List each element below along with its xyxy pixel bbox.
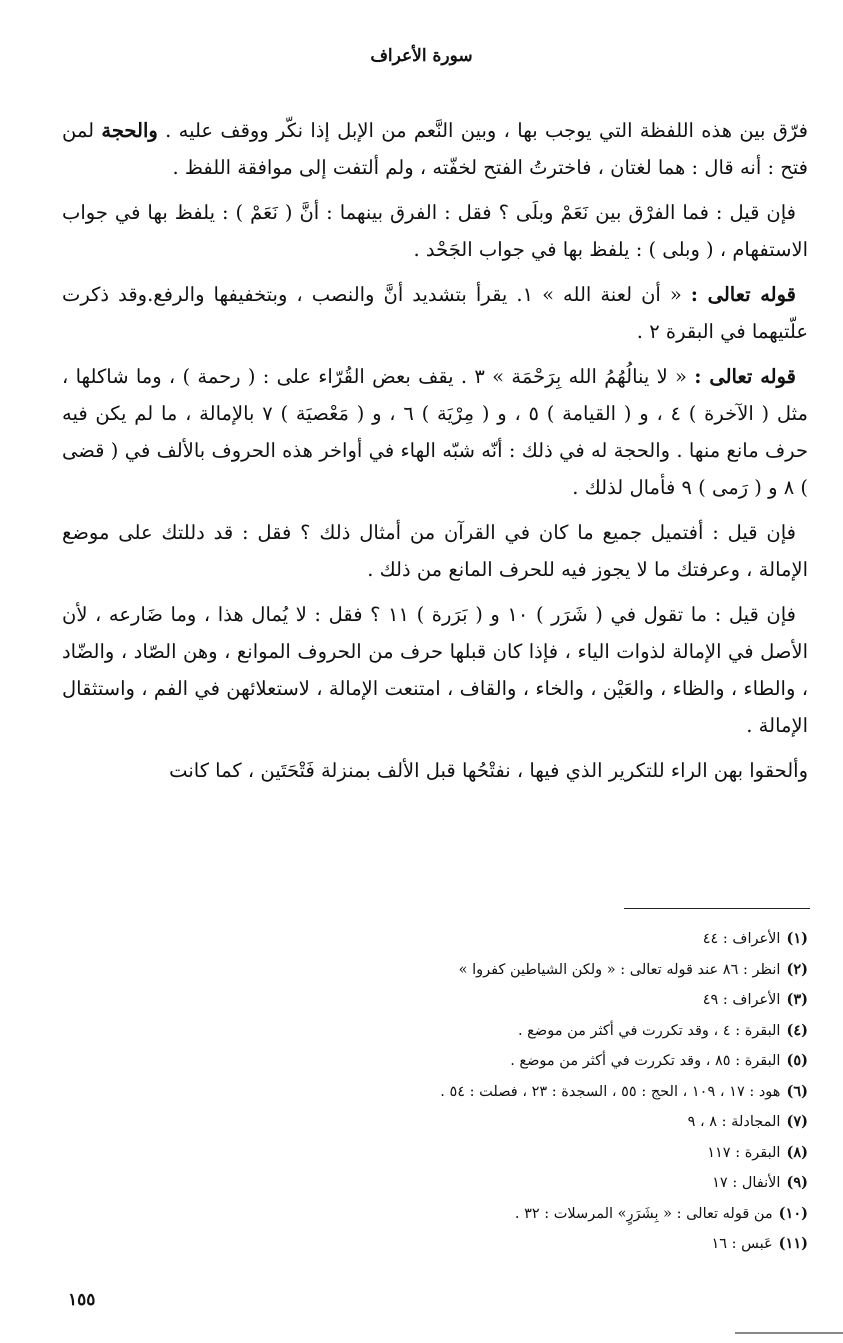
footnote-separator — [624, 908, 810, 909]
footnote-7 — [230, 1107, 808, 1138]
footnote-text: انظر : ٨٦ عند قوله تعالى : « ولكن الشياطين كفروا » — [458, 961, 781, 978]
paragraph-lead: قوله تعالى : — [694, 365, 796, 388]
paragraph-text: « أن لعنة الله » ١. يقرأ بتشديد أنَّ والنصب ، وبتخفيفها والرفع.وقد ذكرت علّتيهما في البقرة ٢ . — [62, 283, 808, 343]
bottom-edge-rule — [735, 1332, 843, 1334]
paragraph-text: « لا ينالُهُمُ الله بِرَحْمَة » ٣ . يقف بعض القُرّاء على : ( رحمة ) ، وما شاكلها ، مثل ( الآخرة ) ٤ ، و ( القيامة ) ٥ ، و ( مِرْيَة ) ٦ ، و ( مَعْصيَة ) ٧ بالإمالة ، ما لم يكن فيه حرف مانع منها . والحجة له في ذلك : أنّه شبّه الهاء في أواخر هذه الحروف بالألف في ( قضى ) ٨ و ( رَمى ) ٩ فأمال لذلك . — [62, 365, 808, 499]
footnote-text: الأعراف : ٤٩ — [702, 992, 781, 1008]
footnote-10 — [230, 1199, 808, 1230]
footnote-text: البقرة : ٨٥ ، وقد تكررت في أكثر من موضع . — [510, 1053, 781, 1069]
footnote-text: البقرة : ٤ ، وقد تكررت في أكثر من موضع . — [517, 1022, 781, 1039]
footnote-text: عَبس : ١٦ — [711, 1236, 773, 1252]
footnote-5 — [230, 1046, 808, 1077]
footnote-text: البقرة : ١١٧ — [707, 1144, 781, 1161]
page-number: ١٥٥ — [68, 1290, 96, 1310]
footnote-number: (٨) — [786, 1143, 808, 1161]
footnotes — [230, 924, 808, 1260]
paragraph-pre: فرّق بين هذه اللفظة التي يوجب بها ، وبين النَّعم من الإبل إذا نكّر ووقف عليه . — [157, 119, 808, 142]
paragraph-lead: والحجة — [101, 119, 158, 142]
footnote-number: (٥) — [786, 1052, 808, 1069]
footnote-3 — [230, 985, 808, 1016]
footnote-text: المجادلة : ٨ ، ٩ — [687, 1114, 781, 1130]
footnote-number: (٩) — [786, 1174, 808, 1191]
footnote-number: (١٠) — [778, 1204, 808, 1222]
paragraph-7 — [62, 752, 808, 789]
footnote-2 — [230, 955, 808, 986]
footnote-11 — [230, 1229, 808, 1260]
paragraph-text: فإن قيل : فما الفرْق بين نَعَمْ وبلَى ؟ فقل : الفرق بينهما : أنَّ ( نَعَمْ ) : يلفظ بها في جواب الاستفهام ، ( وبلى ) : يلفظ بها في جواب الجَحْد . — [62, 201, 808, 261]
footnote-4 — [230, 1016, 808, 1047]
paragraph-text: فإن قيل : أفتميل جميع ما كان في القرآن من أمثال ذلك ؟ فقل : قد دللتك على موضع الإمالة ، وعرفتك ما لا يجوز فيه للحرف المانع من ذلك . — [62, 521, 808, 581]
footnote-number: (١١) — [778, 1235, 808, 1252]
footnote-number: (٦) — [786, 1082, 808, 1100]
paragraph-text: لمن فتح : أنه قال : هما لغتان ، فاخترتُ الفتح لخفّته ، ولم ألتفت إلى موافقة اللفظ . — [62, 119, 808, 179]
paragraph-6 — [62, 596, 808, 744]
paragraph-text: فإن قيل : ما تقول في ( شَرَر ) ١٠ و ( بَرَرة ) ١١ ؟ فقل : لا يُمال هذا ، وما ضَارعه ، لأن الأصل في الإمالة لذوات الياء ، فإذا كان قبلها حرف من الحروف الموانع ، وهن الصّاد ، والضّاد ، والطاء ، والظاء ، والعَيْن ، والخاء ، والقاف ، امتنعت الإمالة ، لاستعلائهن في الفم ، واستثقال الإمالة . — [62, 603, 808, 737]
paragraph-2 — [62, 194, 808, 268]
paragraph-3 — [62, 276, 808, 350]
footnote-6 — [230, 1077, 808, 1108]
footnote-text: هود : ١٧ ، ١٠٩ ، الحج : ٥٥ ، السجدة : ٢٣ ، فصلت : ٥٤ . — [440, 1083, 781, 1100]
paragraph-text: وألحقوا بهن الراء للتكرير الذي فيها ، نفتْحُها قبل الألف بمنزلة فَتْحَتَين ، كما كانت — [169, 759, 808, 782]
footnote-number: (٢) — [786, 960, 808, 978]
footnote-text: الأنفال : ١٧ — [712, 1175, 781, 1191]
footnote-8 — [230, 1138, 808, 1169]
footnote-number: (٧) — [786, 1113, 808, 1130]
paragraph-4 — [62, 358, 808, 506]
paragraph-5 — [62, 514, 808, 588]
running-head: سورة الأعراف — [370, 46, 473, 66]
footnote-text: الأعراف : ٤٤ — [702, 931, 781, 947]
footnote-number: (٣) — [786, 991, 808, 1008]
body-text — [62, 112, 808, 797]
footnote-number: (١) — [786, 930, 808, 947]
paragraph-1 — [62, 112, 808, 186]
footnote-9 — [230, 1168, 808, 1199]
paragraph-lead: قوله تعالى : — [690, 283, 796, 306]
footnote-1 — [230, 924, 808, 955]
footnote-text: من قوله تعالى : « بِشَرَرٍ» المرسلات : ٣٢ . — [514, 1205, 773, 1222]
footnote-number: (٤) — [786, 1021, 808, 1039]
